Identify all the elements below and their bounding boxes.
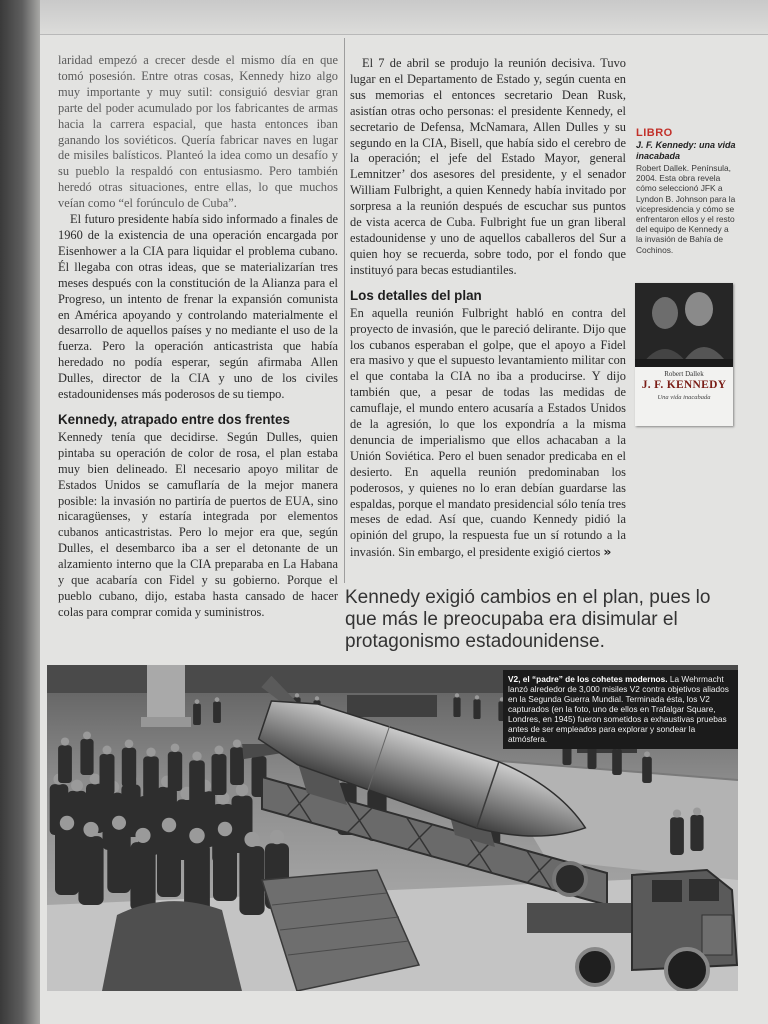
person-body: [453, 697, 460, 717]
person-body: [642, 757, 652, 783]
book-description: Robert Dallek. Península, 2004. Esta obra revela cómo seleccionó JFK a Lyndon B. Johnson para la vicepresidencia y cómo se enfrentaron ellos y el resto del equipo de Kennedy a la invasión de Bahía de Cochinos.: [636, 163, 736, 255]
person-head: [673, 809, 681, 817]
person-body: [168, 752, 182, 791]
section-heading: Los detalles del plan: [350, 287, 482, 303]
person-body: [58, 745, 72, 783]
person-body: [612, 749, 622, 775]
truck-flatbed: [527, 903, 637, 933]
page-top-edge: [40, 0, 768, 35]
section-heading: Kennedy, atrapado entre dos frentes: [58, 411, 290, 427]
person-head: [295, 693, 299, 697]
covered-plinth: [102, 901, 242, 991]
person-body: [193, 704, 201, 725]
person-body: [189, 760, 205, 803]
person-body: [55, 829, 79, 895]
person-body: [230, 747, 244, 785]
person-head: [83, 822, 98, 837]
person-body: [130, 842, 155, 911]
person-body: [473, 699, 480, 719]
paragraph: El futuro presidente había sido informado a finales de 1960 de la existencia de una operación encargada por Eisenhower a la CIA para liquidar el problema cubano. Él llegaba con otras ideas, que se materializarían tres meses después con la constitución de la Alianza para el Progreso, un intento de frenar la expansión comunista en América apoyando y controlando materialmente el desarrollo de aquellos países y no mediante el uso de la fuerza. Pero la operación anticastrista que había heredado no podía esperar, según afirmaba Allen Dulles, director de la CIA y uno de los civiles estadounidenses más poderosos de su tiempo.: [58, 212, 338, 402]
left-column: [58, 53, 338, 659]
v2-rocket-photo: [47, 665, 738, 991]
right-column: [350, 56, 626, 584]
truck-grille: [702, 915, 732, 955]
paragraph-text: En aquella reunión Fulbright habló en contra del proyecto de invasión, que le pareció delirante. Dijo que los cubanos esperaban el golpe, que el apoyo a Fidel era masivo y que el supuesto levantamiento militar con el que contaba la CIA no iba a producirse. Y dijo también que, a pesar de todas las medidas de camuflaje, el mundo entero acusaría a Estados Unidos de la agresión, lo que los expondría a la misma denuncia de imperialismo que ellos achacaban a la Unión Soviética. Pero el buen senador predicaba en el desierto. En aquella reunión predominaban los poderosos, y quienes no lo eran debían guardarse las espaldas, porque el mandato presidencial sólo tenía tres meses de edad. Así que, cuando Kennedy pidió la opinión del grupo, la respuesta fue un sí rotundo a la invasión. Sin embargo, el presidente exigió ciertos: [350, 305, 626, 560]
person-body: [107, 829, 130, 893]
person-body: [100, 754, 115, 795]
truck-wheel: [577, 949, 613, 985]
person-head: [60, 816, 74, 830]
person-head: [83, 731, 91, 739]
cover-shadow-band: [635, 359, 733, 367]
person-body: [78, 836, 103, 905]
pillar-base: [141, 717, 191, 727]
person-head: [270, 830, 284, 844]
person-head: [644, 751, 650, 757]
person-body: [670, 817, 684, 855]
book-cover-subtitle: Una vida inacabada: [657, 394, 711, 401]
person-head: [189, 828, 204, 843]
truck-windshield: [689, 879, 719, 901]
person-body: [157, 831, 181, 897]
person-head: [162, 818, 176, 832]
person-head: [244, 832, 259, 847]
person-head: [195, 699, 200, 704]
person-head: [146, 748, 155, 757]
person-head: [215, 697, 220, 702]
truck-wheel: [666, 949, 708, 991]
paragraph: [350, 306, 626, 562]
cover-face: [685, 292, 713, 326]
cover-face: [652, 297, 678, 329]
caption-title: V2, el “padre” de los cohetes modernos.: [508, 674, 668, 684]
person-head: [192, 752, 201, 761]
book-title: J. F. Kennedy: una vida inacabada: [636, 140, 736, 161]
photo-caption: [503, 670, 738, 749]
person-head: [171, 743, 180, 752]
book-author: Robert Dallek: [664, 370, 704, 378]
book-sidebar: [636, 126, 736, 255]
person-head: [233, 739, 241, 747]
person-body: [122, 748, 136, 787]
person-head: [218, 822, 232, 836]
person-head: [135, 828, 150, 843]
person-head: [693, 807, 701, 815]
person-head: [455, 693, 459, 697]
column-divider: [344, 38, 345, 583]
person-body: [239, 846, 264, 915]
person-body: [80, 739, 93, 775]
person-body: [143, 756, 159, 799]
person-head: [61, 737, 69, 745]
person-head: [236, 784, 249, 797]
book-gutter-shadow: [0, 0, 40, 1024]
book-cover: [635, 283, 733, 426]
person-head: [215, 746, 224, 755]
person-body: [212, 754, 227, 795]
pull-quote: Kennedy exigió cambios en el plan, pues lo que más le preocupaba era disimular el protagonismo estadounidense.: [345, 587, 711, 652]
person-body: [690, 815, 703, 851]
paragraph: El 7 de abril se produjo la reunión decisiva. Tuvo lugar en el Departamento de Estado y, según cuenta en sus memorias el entonces secretario Dean Rusk, asistían otras ocho personas: el presidente Kennedy, el secretario de Defensa, McNamara, Allen Dulles y su segundo en la CIA, Bisell, que había sido el cerebro de la operación; el jefe del Estado Mayor, general Lemnitzer’ dos asesores del presidente, y el senador William Fulbright, a quien Kennedy había invitado por sorpresa a la reunión después de escuchar sus puntos de vista acerca de Cuba. Fulbright fue un gran liberal estadounidense y uno de aquellos caballeros del Sur a quien hoy se recuerda, sobre todo, por el fondo que instituyó para becas estudiantiles.: [350, 56, 626, 277]
book-cover-title: J. F. KENNEDY: [641, 379, 727, 391]
column-pillar: [147, 665, 185, 723]
person-head: [315, 696, 319, 700]
person-head: [71, 780, 83, 792]
book-cover-photo: [635, 283, 733, 367]
truck-window: [652, 880, 682, 902]
person-head: [125, 739, 134, 748]
background-vehicle: [347, 695, 437, 717]
person-body: [213, 702, 221, 723]
caption-body: La Wehrmacht lanzó alrededor de 3,000 misiles V2 contra objetivos aliados en la Segunda Guerra Mundial. Terminada ésta, los V2 capturados (en la foto, uno de ellos en Trafalgar Square, Londres, en 1945) fueron sometidos a exhaustivas pruebas antes de ser empleados para explorar y sondear la atmósfera.: [508, 674, 729, 744]
spare-tire: [554, 863, 586, 895]
person-head: [475, 695, 479, 699]
person-head: [103, 746, 112, 755]
person-head: [90, 774, 101, 785]
person-head: [112, 816, 126, 830]
continue-arrow-icon: »: [603, 544, 612, 560]
sidebar-label: LIBRO: [636, 127, 673, 139]
paragraph: Kennedy tenía que decidirse. Según Dulles, quien pintaba su operación de color de rosa, el plan estaba muy bien delineado. El necesario apoyo militar de Estados Unidos se camuflaría de la mejor manera posible: la invasión no partiría de puertos de EUA, sino nicaragüenses, y estaría integrada por elementos cubanos anticastristas. Pero lo mejor era que, según Dulles, el desembarco iba a ser el detonante de un alzamiento interno que la CIA preparaba en La Habana y que acabaría con Fidel y su gobierno. Porque el pueblo cubano, dijo, estaba hasta cansado de hacer colas para comprar comida y suministros.: [58, 429, 338, 619]
paragraph: laridad empezó a crecer desde el mismo día en que tomó posesión. Entre otras cosas, Kennedy hizo algo muy importante y muy sutil: consiguió desviar gran parte del poder acumulado por los fabricantes de armas hacia la carrera espacial, que hasta entonces iban ganando los soviéticos. Quería fabricar naves en lugar de misiles balísticos. Planteó la idea como un desafío y su pueblo la respaldó con entusiasmo. Pero también heredó otras situaciones, entre ellas, lo que muchos veían como “el forúnculo de Cuba”.: [58, 53, 338, 211]
person-body: [213, 835, 237, 901]
